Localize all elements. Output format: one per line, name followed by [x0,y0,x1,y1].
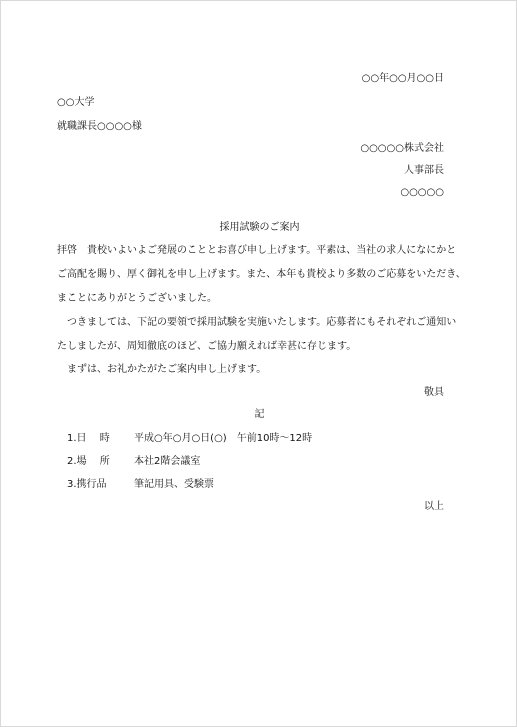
closing-text: 敬具 [424,387,444,398]
recipient-university: ○○大学 [57,97,95,108]
item-value: 本社2階会議室 [134,456,201,467]
ki-heading: 記 [254,409,265,420]
body-line: ご高配を賜り、厚く御礼を申し上げます。また、本年も貴校より多数のご応募をいただき、 [57,269,466,280]
item-value: 筆記用具、受験票 [134,479,214,490]
item-label: 1.日 時 [67,433,110,444]
body-line: つきましては、下記の要領で採用試験を実施いたします。応募者にもそれぞれご通知い [67,317,457,328]
sender-name: ○○○○○ [400,187,444,198]
item-label: 2.場 所 [67,456,110,467]
body-line: 拝啓 貴校いよいよご発展のこととお喜び申し上げます。平素は、当社の求人になにかと [57,245,457,256]
letter-date: ○○年○○月○○日 [361,73,444,84]
recipient-person: 就職課長○○○○様 [57,121,142,132]
body-line: たしましたが、周知徹底のほど、ご協力願えれば幸甚に存じます。 [57,341,357,352]
letter-subject: 採用試験のご案内 [219,222,300,233]
sender-title: 人事部長 [404,165,444,176]
item-label: 3.携行品 [67,479,107,490]
sender-company: ○○○○○株式会社 [360,143,444,154]
body-line: まことにありがとうございました。 [57,293,217,304]
end-text: 以上 [424,501,444,512]
item-value: 平成○年○月○日(○) 午前10時～12時 [134,433,313,444]
body-line: まずは、お礼かたがたご案内申し上げます。 [67,364,267,375]
